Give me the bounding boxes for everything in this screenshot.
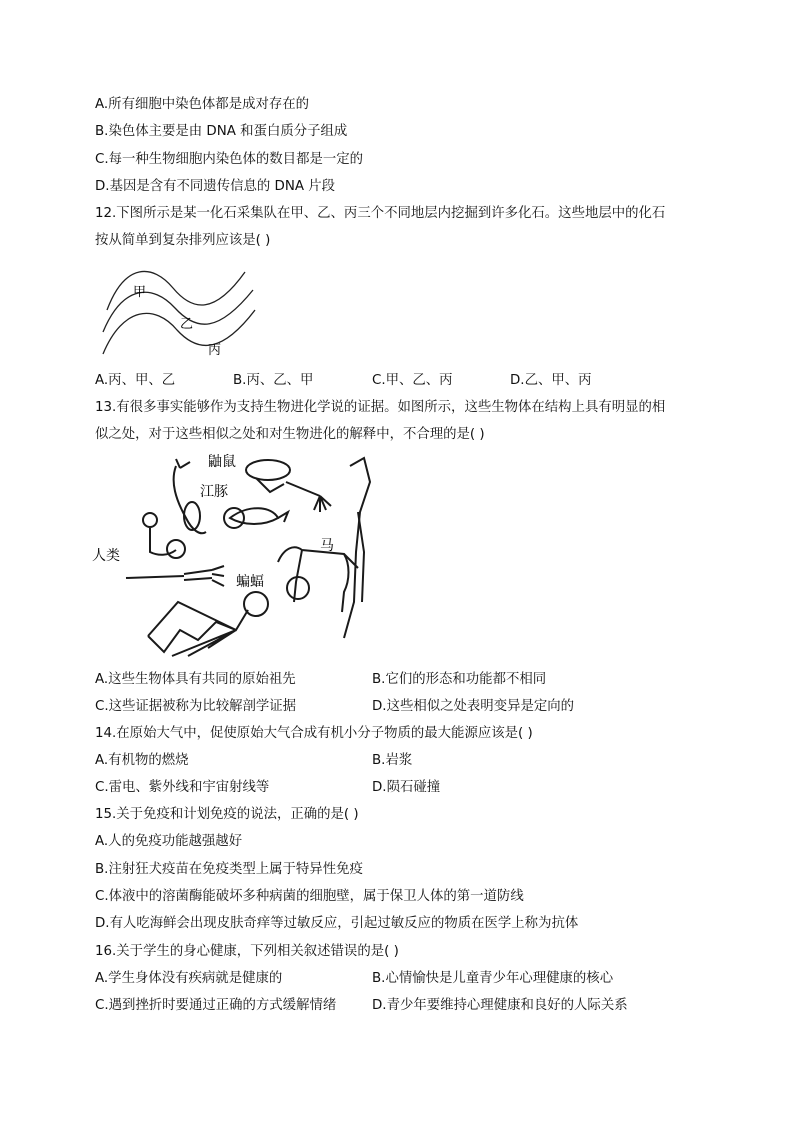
label-horse: 马 (320, 538, 334, 554)
q13-option-d: D.这些相似之处表明变异是定向的 (372, 699, 575, 714)
q15-stem: 15.关于免疫和计划免疫的说法，正确的是( ) (95, 807, 359, 822)
q15-option-c: C.体液中的溶菌酶能破坏多种病菌的细胞壁，属于保卫人体的第一道防线 (95, 889, 524, 904)
label-human: 人类 (92, 548, 120, 564)
q12-option-d: D.乙、甲、丙 (510, 373, 592, 388)
q13-stem-line2: 似之处，对于这些相似之处和对生物进化的解释中，不合理的是( ) (95, 427, 485, 442)
q11-option-c: C.每一种生物细胞内染色体的数目都是一定的 (95, 152, 364, 167)
q12-option-c: C.甲、乙、丙 (372, 373, 453, 388)
q15-option-d: D.有人吃海鲜会出现皮肤奇痒等过敏反应，引起过敏反应的物质在医学上称为抗体 (95, 916, 579, 931)
q11-option-d: D.基因是含有不同遗传信息的 DNA 片段 (95, 179, 336, 194)
q15-option-b: B.注射狂犬疫苗在免疫类型上属于特异性免疫 (95, 862, 363, 877)
q14-stem: 14.在原始大气中，促使原始大气合成有机小分子物质的最大能源应该是( ) (95, 726, 533, 741)
label-bat: 蝙蝠 (236, 574, 264, 590)
q15-option-a: A.人的免疫功能越强越好 (95, 834, 243, 849)
stratum-label-jia: 甲 (133, 285, 147, 300)
q16-stem: 16.关于学生的身心健康，下列相关叙述错误的是( ) (95, 944, 399, 959)
q12-option-b: B.丙、乙、甲 (233, 373, 314, 388)
label-dolphin: 江豚 (200, 484, 228, 500)
q12-stem-line1: 12.下图所示是某一化石采集队在甲、乙、丙三个不同地层内挖掘到许多化石。这些地层中的化石 (95, 206, 666, 221)
q14-option-c: C.雷电、紫外线和宇宙射线等 (95, 780, 270, 795)
label-weasel: 鼬鼠 (208, 454, 236, 470)
q14-option-d: D.陨石碰撞 (372, 780, 441, 795)
q13-option-b: B.它们的形态和功能都不相同 (372, 672, 547, 687)
q14-option-b: B.岩浆 (372, 753, 413, 768)
q13-option-a: A.这些生物体具有共同的原始祖先 (95, 672, 296, 687)
q12-stem-line2: 按从简单到复杂排列应该是( ) (95, 233, 271, 248)
q16-option-c: C.遇到挫折时要通过正确的方式缓解情绪 (95, 998, 337, 1013)
stratum-label-yi: 乙 (180, 317, 194, 332)
q12-strata-figure (95, 262, 265, 362)
q16-option-a: A.学生身体没有疾病就是健康的 (95, 971, 283, 986)
q11-option-a: A.所有细胞中染色体都是成对存在的 (95, 97, 310, 112)
q16-option-d: D.青少年要维持心理健康和良好的人际关系 (372, 998, 628, 1013)
q12-option-a: A.丙、甲、乙 (95, 373, 176, 388)
q11-option-b: B.染色体主要是由 DNA 和蛋白质分子组成 (95, 124, 348, 139)
q14-option-a: A.有机物的燃烧 (95, 753, 189, 768)
q13-homologous-limbs-figure (88, 452, 388, 662)
q13-option-c: C.这些证据被称为比较解剖学证据 (95, 699, 297, 714)
q13-stem-line1: 13.有很多事实能够作为支持生物进化学说的证据。如图所示，这些生物体在结构上具有明显的相 (95, 400, 666, 415)
stratum-label-bing: 丙 (208, 343, 222, 358)
q16-option-b: B.心情愉快是儿童青少年心理健康的核心 (372, 971, 614, 986)
